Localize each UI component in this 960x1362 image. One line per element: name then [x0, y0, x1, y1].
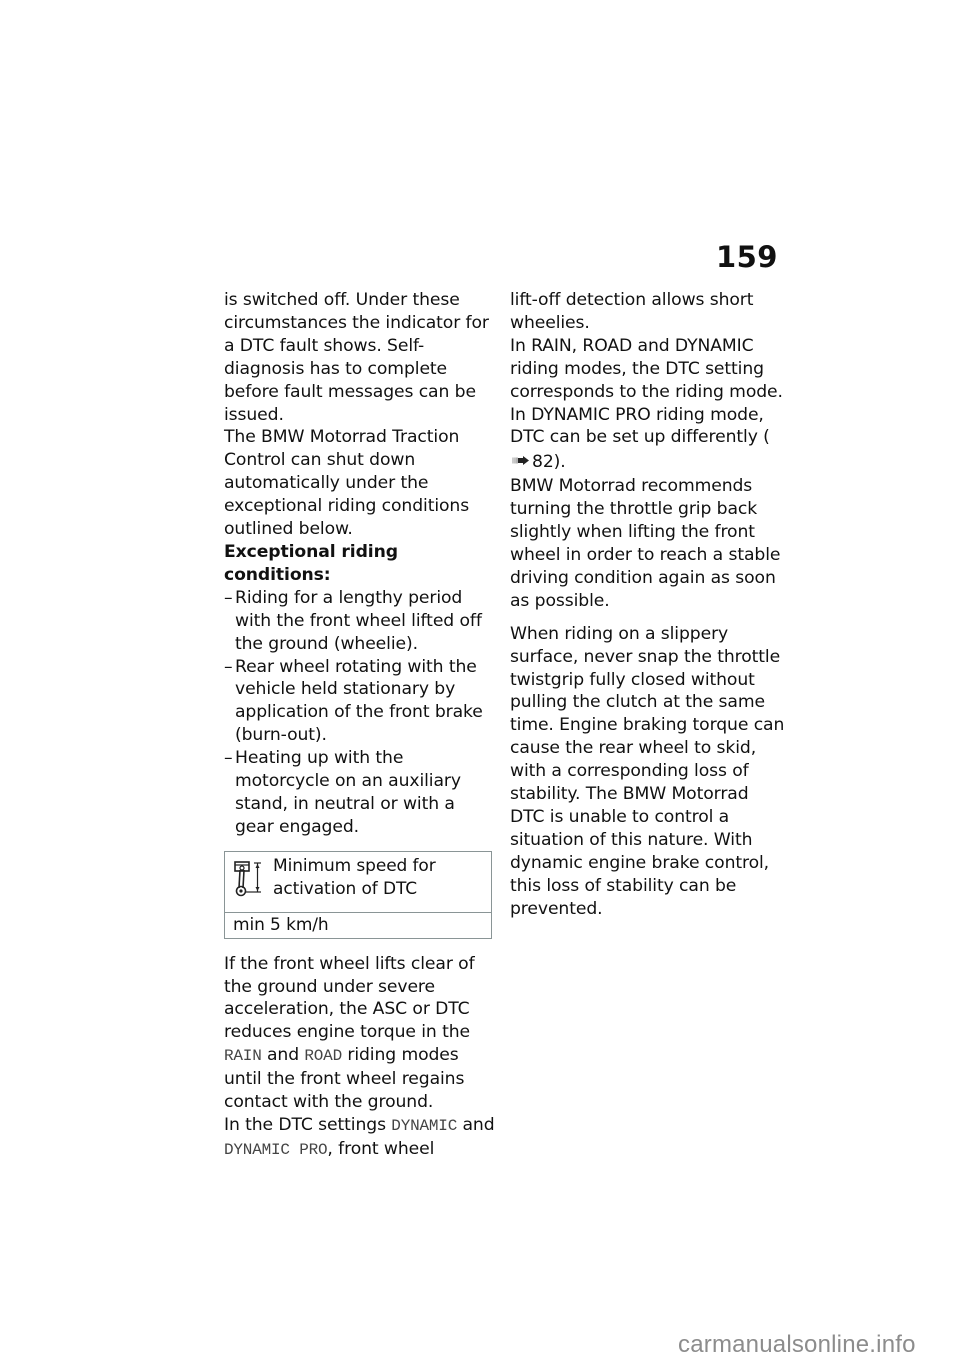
- text-run: In DYNAMIC PRO riding mode, DTC can be set up differently (: [510, 404, 770, 448]
- riding-mode-road: ROAD: [304, 1047, 342, 1066]
- text-run: and: [261, 1045, 305, 1066]
- bullet-dash: –: [224, 748, 233, 769]
- left-column: [224, 289, 496, 1162]
- watermark: carmanualsonline.info: [678, 1331, 916, 1358]
- paragraph-traction-control: The BMW Motorrad Traction Control can shut down automatically under the exceptional riding conditions outlined below.: [224, 427, 470, 540]
- dtc-setting-dynamic: DYNAMIC: [391, 1117, 458, 1135]
- text-run: ).: [553, 452, 566, 473]
- spec-table: [224, 851, 492, 939]
- spec-value: min 5 km/h: [233, 914, 329, 935]
- paragraph-recommendation: BMW Motorrad recommends turning the throttle grip back slightly when lifting the front wheel in order to reach a stable driving condition again as soon as possible.: [510, 476, 781, 611]
- engine-piston-icon: [233, 859, 269, 906]
- paragraph-indicator: is switched off. Under these circumstances the indicator for a DTC fault shows. Self-diagnosis has to complete before fault messages can be issued.: [224, 290, 489, 425]
- paragraph-lift-off-detection: lift-off detection allows short wheelies.: [510, 290, 754, 333]
- paragraph-slippery-surface: When riding on a slippery surface, never snap the throttle twistgrip fully closed without pulling the clutch at the same time. Engine braking torque can cause the rear wheel to skid, with a corresponding loss of stability. The BMW Motorrad DTC is unable to control a situation of this nature. With dynamic engine brake control, this loss of stability can be prevented.: [510, 623, 785, 919]
- list-item-text: Rear wheel rotating with the vehicle held stationary by application of the front brake (burn-out).: [235, 656, 483, 746]
- text-run: , front wheel: [327, 1138, 435, 1159]
- text-run: If the front wheel lifts clear of the ground under severe acceleration, the ASC or DTC reduces engine torque in the: [224, 953, 475, 1043]
- paragraph-front-wheel-lift: [224, 953, 496, 1114]
- list-item: [224, 747, 496, 839]
- page-number: 159: [715, 240, 778, 274]
- spec-header-row: [225, 852, 491, 913]
- conditions-heading: Exceptional riding conditions:: [224, 541, 398, 585]
- bullet-dash: –: [224, 587, 233, 608]
- list-item-text: Riding for a lengthy period with the front wheel lifted off the ground (wheelie).: [235, 587, 482, 654]
- paragraph-dtc-settings: [224, 1114, 496, 1162]
- list-item: [224, 656, 496, 748]
- list-item: [224, 587, 496, 656]
- list-item-text: Heating up with the motorcycle on an auxiliary stand, in neutral or with a gear engaged.: [235, 748, 461, 837]
- spec-label: Minimum speed for activation of DTC: [273, 855, 436, 899]
- bullet-dash: –: [224, 656, 233, 677]
- text-run: In the DTC settings: [224, 1115, 392, 1135]
- paragraph-dynamic-pro: [510, 404, 785, 476]
- paragraph-riding-modes: In RAIN, ROAD and DYNAMIC riding modes, the DTC setting corresponds to the riding mode.: [510, 335, 783, 402]
- text-run: riding modes until the front wheel regains contact with the ground.: [224, 1045, 465, 1113]
- riding-mode-rain: RAIN: [224, 1047, 262, 1066]
- conditions-list: [224, 587, 496, 839]
- right-column: [510, 289, 785, 920]
- page-reference-link[interactable]: 82: [532, 452, 554, 473]
- text-run: and: [457, 1115, 495, 1135]
- page-reference-arrow-icon: [512, 449, 530, 472]
- dtc-setting-dynamic-pro: DYNAMIC PRO: [224, 1140, 328, 1159]
